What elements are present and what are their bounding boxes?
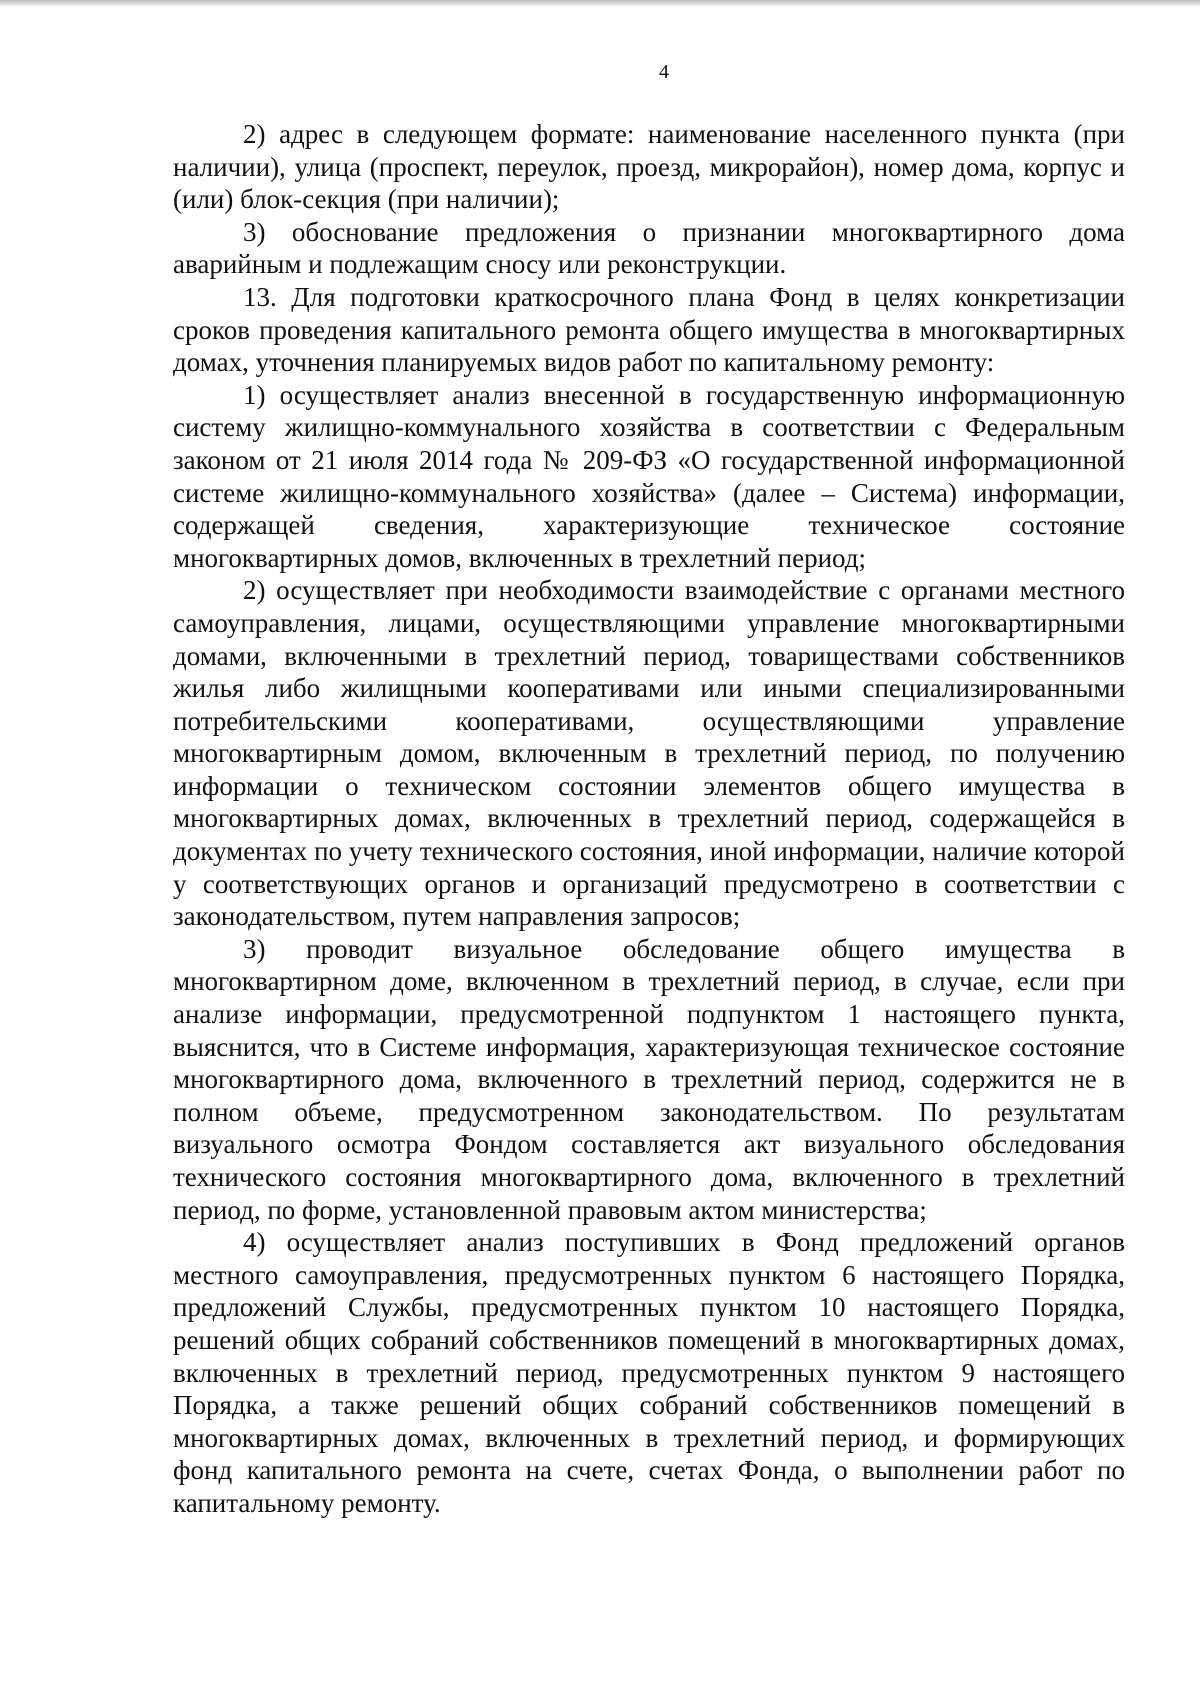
paragraph-subitem-3: 3) проводит визуальное обследование общего имущества в многоквартирном доме, включенном в трехлетний период, в случае, если при анализе информации, предусмотренной подпунктом 1 настоящего пункта, выяснится, что в Системе информация, характеризующая техническое состояние многоквартирного дома, включенного в трехлетний период, содержится не в полном объеме, предусмотренном законодательством. По результатам визуального осмотра Фондом составляется акт визуального обследования технического состояния многоквартирного дома, включенного в трехлетний период, по форме, установленной правовым актом министерства; <box>173 933 1125 1225</box>
paragraph-subitem-4: 4) осуществляет анализ поступивших в Фонд предложений органов местного самоуправления, предусмотренных пунктом 6 настоящего Порядка, предложений Службы, предусмотренных пунктом 10 настоящего Порядка, решений общих собраний собственников помещений в многоквартирных домах, включенных в трехлетний период, предусмотренных пунктом 9 настоящего Порядка, а также решений общих собраний собственников помещений в многоквартирных домах, включенных в трехлетний период, и формирующих фонд капитального ремонта на счете, счетах Фонда, о выполнении работ по капитальному ремонту. <box>173 1227 1125 1518</box>
paragraph-subitem-2: 2) осуществляет при необходимости взаимодействие с органами местного самоуправления, лицами, осуществляющими управление многоквартирными домами, включенными в трехлетний период, товариществами собственников жилья либо жилищными кооперативами или иными специализированными потребительскими кооперативами, осуществляющими управление многоквартирным домом, включенным в трехлетний период, по получению информации о техническом состоянии элементов общего имущества в многоквартирных домах, включенных в трехлетний период, содержащейся в документах по учету технического состояния, иной информации, наличие которой у соответствующих органов и организаций предусмотрено в соответствии с законодательством, путем направления запросов; <box>173 575 1125 932</box>
document-page <box>173 60 1125 1520</box>
scan-edge-shadow <box>0 0 1200 6</box>
page-number: 4 <box>659 61 669 83</box>
paragraph-address-format: 2) адрес в следующем формате: наименование населенного пункта (при наличии), улица (проспект, переулок, проезд, микрорайон), номер дома, корпус и (или) блок-секция (при наличии); <box>173 119 1125 215</box>
paragraph-subitem-1: 1) осуществляет анализ внесенной в государственную информационную систему жилищно-коммунального хозяйства в соответствии с Федеральным законом от 21 июля 2014 года № 209-ФЗ «О государственной информационной системе жилищно-коммунального хозяйства» (далее – Система) информации, содержащей сведения, характеризующие техническое состояние многоквартирных домов, включенных в трехлетний период; <box>173 379 1125 573</box>
paragraph-justification: 3) обоснование предложения о признании многоквартирного дома аварийным и подлежащим сносу или реконструкции. <box>173 216 1125 280</box>
paragraph-item-13: 13. Для подготовки краткосрочного плана Фонд в целях конкретизации сроков проведения капитального ремонта общего имущества в многоквартирных домах, уточнения планируемых видов работ по капитальному ремонту: <box>173 281 1125 378</box>
